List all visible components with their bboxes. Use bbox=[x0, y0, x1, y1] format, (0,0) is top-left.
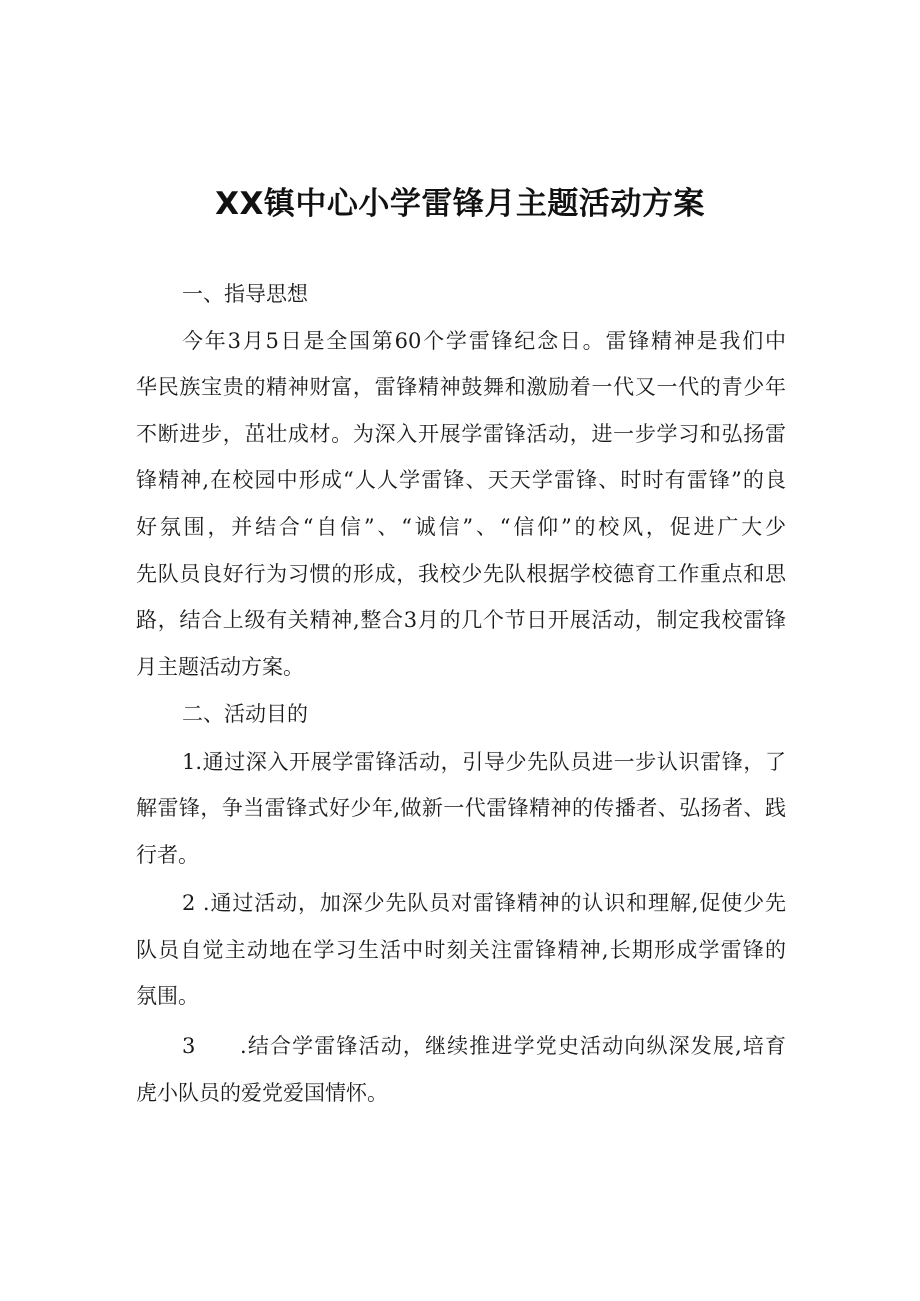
list-item-3-line: 虎小队员的爱党爱国情怀。 bbox=[136, 1081, 388, 1105]
list-item-2-line: 2 .通过活动，加深少先队员对雷锋精神的认识和理解,促使少先 bbox=[182, 891, 786, 915]
paragraph-line: 月主题活动方案。 bbox=[136, 655, 304, 679]
list-item-2-line: 氛围。 bbox=[136, 984, 199, 1008]
paragraph-line: 路，结合上级有关精神,整合3月的几个节日开展活动，制定我校雷锋 bbox=[136, 608, 786, 632]
section-heading-activity-purpose: 二、活动目的 bbox=[182, 702, 308, 726]
list-item-3-number: 3 bbox=[182, 1034, 196, 1058]
paragraph-line: 华民族宝贵的精神财富，雷锋精神鼓舞和激励着一代又一代的青少年 bbox=[136, 375, 786, 399]
paragraph-line: 不断进步，茁壮成材。为深入开展学雷锋活动，进一步学习和弘扬雷 bbox=[136, 422, 786, 446]
list-item-2-line: 队员自觉主动地在学习生活中时刻关注雷锋精神,长期形成学雷锋的 bbox=[136, 938, 786, 962]
list-item-1-line: 解雷锋，争当雷锋式好少年,做新一代雷锋精神的传播者、弘扬者、践 bbox=[136, 796, 786, 820]
section-heading-guiding-thought: 一、指导思想 bbox=[182, 282, 308, 306]
document-title: XX镇中心小学雷锋月主题活动方案 bbox=[215, 186, 705, 222]
paragraph-line: 好氛围，并结合“自信”、“诚信”、“信仰”的校风，促进广大少 bbox=[136, 515, 786, 539]
list-item-1-line: 行者。 bbox=[136, 843, 199, 867]
list-item-1-line: 1.通过深入开展学雷锋活动，引导少先队员进一步认识雷锋，了 bbox=[182, 750, 786, 774]
paragraph-line: 锋精神,在校园中形成“人人学雷锋、天天学雷锋、时时有雷锋”的良 bbox=[136, 468, 786, 492]
paragraph-line: 先队员良好行为习惯的形成，我校少先队根据学校德育工作重点和思 bbox=[136, 562, 786, 586]
list-item-3-line: .结合学雷锋活动，继续推进学党史活动向纵深发展,培育 bbox=[240, 1034, 786, 1058]
paragraph-line: 今年3月5日是全国第60个学雷锋纪念日。雷锋精神是我们中 bbox=[182, 329, 786, 353]
